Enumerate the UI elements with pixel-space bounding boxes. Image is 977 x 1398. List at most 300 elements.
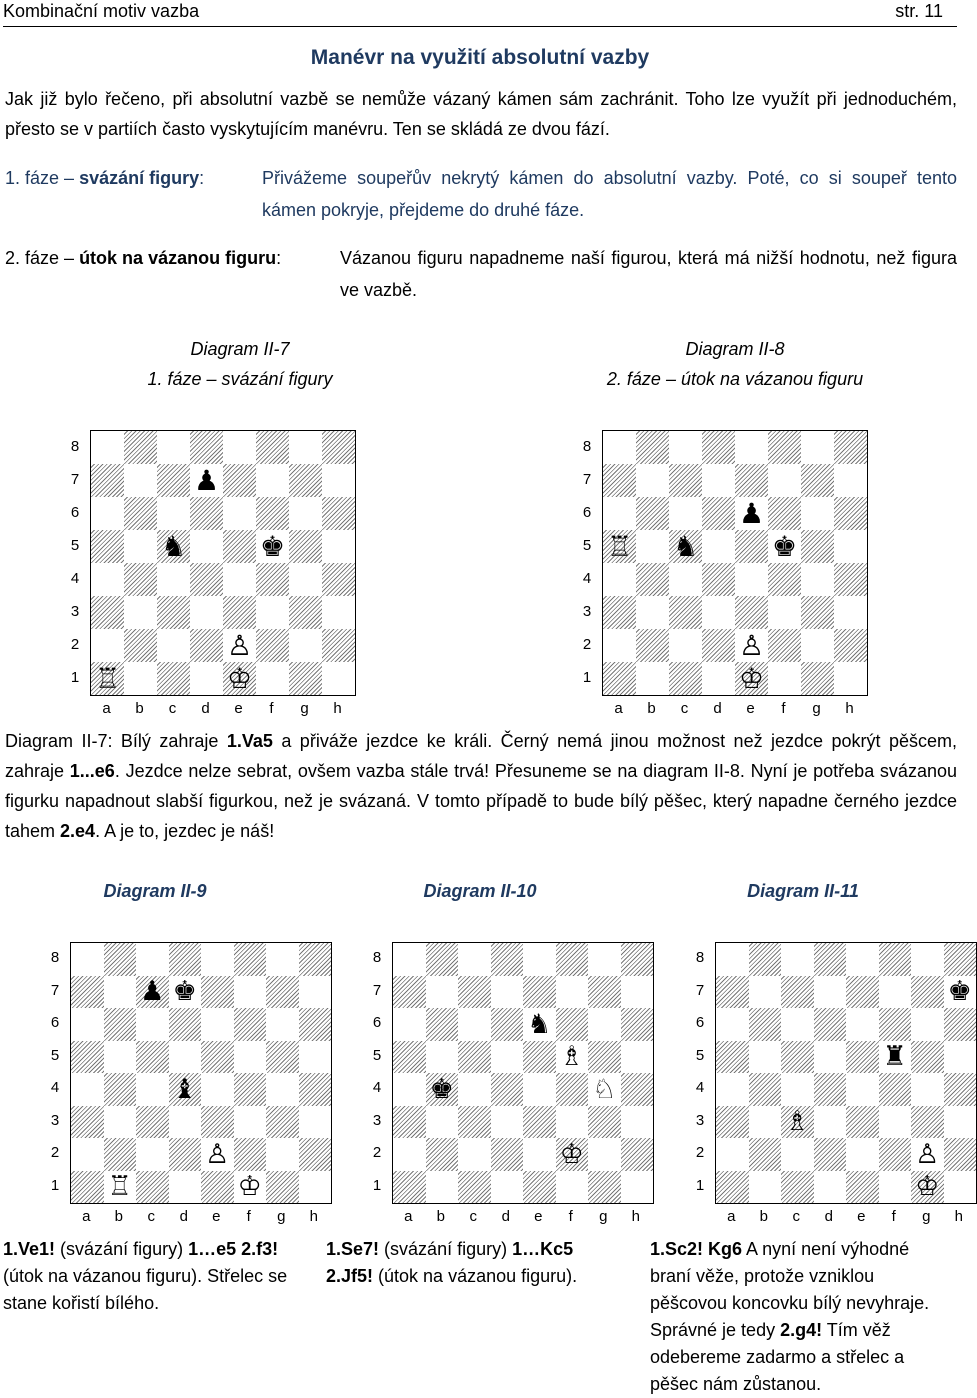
square-h1 [621, 1171, 654, 1204]
black-knight-icon: ♞ [527, 1008, 552, 1040]
square-f1 [256, 662, 289, 695]
square-c7 [458, 976, 491, 1009]
square-c3 [458, 1106, 491, 1139]
square-g2 [588, 1138, 621, 1171]
black-knight-icon: ♞ [672, 529, 699, 563]
square-d3 [814, 1106, 847, 1139]
square-g5 [289, 530, 322, 563]
square-g5 [266, 1041, 299, 1074]
square-e4 [201, 1073, 234, 1106]
file-label: d [824, 1208, 833, 1225]
square-e2 [201, 1138, 234, 1171]
white-king-icon: ♔ [915, 1171, 940, 1203]
square-c3 [781, 1106, 814, 1139]
square-e7 [523, 976, 556, 1009]
rank-label: 8 [582, 437, 592, 455]
square-f2 [256, 629, 289, 662]
square-c5 [458, 1041, 491, 1074]
file-label: g [922, 1208, 931, 1225]
square-g6 [266, 1008, 299, 1041]
square-f6 [768, 497, 801, 530]
file-label: c [147, 1208, 155, 1225]
phase2-text: Vázanou figuru napadneme naší figurou, která má nižší hodnotu, než figura ve vazbě. [340, 248, 957, 300]
square-a5 [71, 1041, 104, 1074]
square-d1 [169, 1171, 202, 1204]
square-h2 [322, 629, 355, 662]
file-label: a [102, 700, 111, 717]
square-h3 [944, 1106, 977, 1139]
square-e7 [201, 976, 234, 1009]
intro-paragraph: Jak již bylo řečeno, při absolutní vazbě se nemůže vázaný kámen sám zachránit. Toho lze využít při jednoduchém, přesto se v partiích často vyskytujícím manévru. Ten se skládá ze dvou fází. [5, 89, 957, 139]
square-c6 [781, 1008, 814, 1041]
square-b6 [426, 1008, 459, 1041]
square-a7 [91, 464, 124, 497]
square-f2 [556, 1138, 589, 1171]
square-d5 [702, 530, 735, 563]
rank-label: 5 [372, 1046, 382, 1064]
square-a1 [393, 1171, 426, 1204]
square-a4 [716, 1073, 749, 1106]
square-c8 [781, 943, 814, 976]
rank-label: 2 [372, 1144, 382, 1162]
square-d8 [814, 943, 847, 976]
square-f7 [768, 464, 801, 497]
square-f6 [556, 1008, 589, 1041]
square-g2 [289, 629, 322, 662]
black-knight-icon: ♞ [160, 529, 187, 563]
page-header [3, 0, 957, 27]
square-e5 [201, 1041, 234, 1074]
white-king-icon: ♔ [237, 1171, 262, 1203]
square-h4 [621, 1073, 654, 1106]
square-e1 [223, 662, 256, 695]
square-g4 [801, 563, 834, 596]
file-label: h [309, 1208, 318, 1225]
square-g3 [588, 1106, 621, 1139]
square-h1 [299, 1171, 332, 1204]
square-f2 [879, 1138, 912, 1171]
rank-label: 6 [50, 1014, 60, 1032]
square-f4 [879, 1073, 912, 1106]
file-label: a [404, 1208, 413, 1225]
diagram-caption-11: Diagram II-11 [747, 881, 859, 901]
rank-label: 8 [70, 437, 80, 455]
note-diagram-10: 1.Se7! (svázání figury) 1…Kc5 2.Jf5! (útok na vázanou figuru). [326, 1239, 578, 1286]
file-label: e [234, 700, 243, 717]
square-f7 [234, 976, 267, 1009]
square-h6 [299, 1008, 332, 1041]
file-label: c [792, 1208, 800, 1225]
square-e2 [735, 629, 768, 662]
square-d6 [190, 497, 223, 530]
square-e1 [523, 1171, 556, 1204]
square-b5 [426, 1041, 459, 1074]
square-e6 [735, 497, 768, 530]
square-f8 [256, 431, 289, 464]
chess-board-diagram-11 [685, 942, 975, 1232]
square-g5 [588, 1041, 621, 1074]
rank-label: 7 [582, 470, 592, 488]
square-g7 [588, 976, 621, 1009]
square-h6 [621, 1008, 654, 1041]
square-h4 [299, 1073, 332, 1106]
square-h8 [621, 943, 654, 976]
black-king-icon: ♚ [429, 1073, 454, 1105]
square-b4 [749, 1073, 782, 1106]
diagram-caption-8: Diagram II-8 2. fáze – útok na vázanou figuru [606, 339, 864, 389]
square-a7 [603, 464, 636, 497]
square-d4 [814, 1073, 847, 1106]
black-pawn-icon: ♟ [738, 496, 765, 530]
square-e5 [223, 530, 256, 563]
square-c4 [157, 563, 190, 596]
square-c6 [157, 497, 190, 530]
diagram-caption-9: Diagram II-9 [103, 881, 207, 901]
square-f3 [879, 1106, 912, 1139]
square-a2 [91, 629, 124, 662]
white-knight-icon: ♘ [592, 1073, 617, 1105]
square-f1 [556, 1171, 589, 1204]
note-diagram-9: 1.Ve1! (svázání figury) 1…e5 2.f3! (útok na vázanou figuru). Střelec se stane kořistí bílého. [3, 1239, 288, 1313]
square-e8 [846, 943, 879, 976]
square-g3 [289, 596, 322, 629]
square-a8 [71, 943, 104, 976]
square-f8 [879, 943, 912, 976]
rank-label: 8 [695, 949, 705, 967]
square-b1 [426, 1171, 459, 1204]
square-a6 [91, 497, 124, 530]
file-label: g [300, 700, 309, 717]
square-e5 [523, 1041, 556, 1074]
board-grid [392, 942, 654, 1204]
rank-label: 8 [372, 949, 382, 967]
square-f8 [556, 943, 589, 976]
white-pawn-icon: ♙ [205, 1138, 230, 1170]
square-f4 [234, 1073, 267, 1106]
square-b5 [124, 530, 157, 563]
square-a8 [716, 943, 749, 976]
section-title: Manévr na využití absolutní vazby [310, 46, 650, 69]
square-e7 [735, 464, 768, 497]
square-a5 [393, 1041, 426, 1074]
square-d1 [702, 662, 735, 695]
square-g6 [289, 497, 322, 530]
square-c7 [669, 464, 702, 497]
square-d2 [814, 1138, 847, 1171]
square-d7 [491, 976, 524, 1009]
page-number: str. 11 [895, 1, 943, 21]
square-g1 [289, 662, 322, 695]
square-h3 [834, 596, 867, 629]
white-bishop-icon: ♗ [785, 1106, 810, 1138]
square-d8 [169, 943, 202, 976]
square-a5 [91, 530, 124, 563]
square-g7 [801, 464, 834, 497]
rank-label: 1 [70, 668, 80, 686]
rank-label: 1 [372, 1176, 382, 1194]
rank-label: 3 [372, 1111, 382, 1129]
square-b6 [104, 1008, 137, 1041]
square-h6 [322, 497, 355, 530]
square-f6 [256, 497, 289, 530]
square-g7 [289, 464, 322, 497]
square-g4 [266, 1073, 299, 1106]
square-h1 [944, 1171, 977, 1204]
square-h2 [834, 629, 867, 662]
square-h5 [834, 530, 867, 563]
square-a3 [716, 1106, 749, 1139]
square-h8 [299, 943, 332, 976]
square-h7 [322, 464, 355, 497]
rank-label: 4 [695, 1079, 705, 1097]
square-g2 [911, 1138, 944, 1171]
square-c7 [157, 464, 190, 497]
square-b2 [636, 629, 669, 662]
square-g3 [801, 596, 834, 629]
square-f3 [556, 1106, 589, 1139]
square-g6 [911, 1008, 944, 1041]
square-c1 [136, 1171, 169, 1204]
square-a2 [716, 1138, 749, 1171]
file-label: f [568, 1208, 573, 1225]
black-king-icon: ♚ [771, 529, 798, 563]
board-grid [715, 942, 977, 1204]
chess-board-diagram-9 [40, 942, 330, 1232]
square-e3 [223, 596, 256, 629]
square-b2 [426, 1138, 459, 1171]
square-h2 [621, 1138, 654, 1171]
square-g4 [289, 563, 322, 596]
black-king-icon: ♚ [947, 976, 972, 1008]
file-label: b [647, 700, 656, 717]
square-e3 [523, 1106, 556, 1139]
white-pawn-icon: ♙ [738, 628, 765, 662]
square-a1 [603, 662, 636, 695]
square-f7 [556, 976, 589, 1009]
square-f1 [234, 1171, 267, 1204]
rank-label: 1 [50, 1176, 60, 1194]
black-pawn-icon: ♟ [140, 976, 165, 1008]
rank-label: 7 [372, 981, 382, 999]
file-label: b [114, 1208, 123, 1225]
square-b3 [124, 596, 157, 629]
black-bishop-icon: ♝ [172, 1073, 197, 1105]
square-a8 [91, 431, 124, 464]
square-g8 [266, 943, 299, 976]
file-label: f [781, 700, 786, 717]
square-b4 [426, 1073, 459, 1106]
square-a3 [603, 596, 636, 629]
square-a7 [71, 976, 104, 1009]
rank-label: 6 [372, 1014, 382, 1032]
white-king-icon: ♔ [226, 661, 253, 695]
square-a7 [393, 976, 426, 1009]
file-label: a [82, 1208, 91, 1225]
phase1-text: Přivážeme soupeřův nekrytý kámen do absolutní vazby. Poté, co si soupeř tento kámen pokryje, přejdeme do druhé fáze. [262, 168, 957, 220]
white-pawn-icon: ♙ [915, 1138, 940, 1170]
square-d6 [169, 1008, 202, 1041]
square-a6 [603, 497, 636, 530]
board-grid [602, 430, 868, 696]
square-c6 [458, 1008, 491, 1041]
rank-label: 7 [50, 981, 60, 999]
white-rook-icon: ♖ [107, 1171, 132, 1203]
square-e4 [846, 1073, 879, 1106]
square-b7 [636, 464, 669, 497]
square-f1 [879, 1171, 912, 1204]
square-a2 [393, 1138, 426, 1171]
square-h5 [299, 1041, 332, 1074]
square-e2 [523, 1138, 556, 1171]
explanation-paragraph: Diagram II-7: Bílý zahraje 1.Va5 a přiváže jezdce ke králi. Černý nemá jinou možnost než jezdce pokrýt pěšcem, zahraje 1...e6. Jezdce nelze sebrat, ovšem vazba stále trvá! Přesuneme se na diagram II-8. Nyní je potřeba svázanou figurku napadnout slabší figurkou, než je svázaná. V tomto případě to bude bílý pěšec, který napadne černého jezdce tahem 2.e4. A je to, jezdec je náš! [5, 731, 957, 841]
file-label: b [436, 1208, 445, 1225]
file-label: f [246, 1208, 251, 1225]
square-f3 [234, 1106, 267, 1139]
black-rook-icon: ♜ [882, 1041, 907, 1073]
square-g7 [266, 976, 299, 1009]
square-a4 [393, 1073, 426, 1106]
square-f6 [234, 1008, 267, 1041]
square-b7 [104, 976, 137, 1009]
rank-label: 3 [695, 1111, 705, 1129]
square-e6 [223, 497, 256, 530]
square-a3 [91, 596, 124, 629]
square-b4 [124, 563, 157, 596]
square-f4 [768, 563, 801, 596]
square-g1 [801, 662, 834, 695]
rank-label: 2 [50, 1144, 60, 1162]
square-d8 [190, 431, 223, 464]
file-label: g [812, 700, 821, 717]
square-f5 [234, 1041, 267, 1074]
square-a2 [603, 629, 636, 662]
square-h3 [621, 1106, 654, 1139]
square-g8 [801, 431, 834, 464]
square-h2 [299, 1138, 332, 1171]
square-a3 [393, 1106, 426, 1139]
square-a5 [716, 1041, 749, 1074]
square-d5 [190, 530, 223, 563]
square-f4 [256, 563, 289, 596]
square-a5 [603, 530, 636, 563]
square-a8 [393, 943, 426, 976]
rank-label: 4 [372, 1079, 382, 1097]
square-b5 [749, 1041, 782, 1074]
square-f8 [768, 431, 801, 464]
black-king-icon: ♚ [259, 529, 286, 563]
square-d2 [702, 629, 735, 662]
rank-label: 4 [582, 569, 592, 587]
square-d2 [491, 1138, 524, 1171]
square-b6 [749, 1008, 782, 1041]
square-b4 [104, 1073, 137, 1106]
square-a6 [716, 1008, 749, 1041]
square-e3 [846, 1106, 879, 1139]
phase2-label: 2. fáze – útok na vázanou figuru: [5, 248, 282, 268]
square-g2 [801, 629, 834, 662]
square-c2 [458, 1138, 491, 1171]
square-h5 [621, 1041, 654, 1074]
square-c8 [157, 431, 190, 464]
rank-label: 4 [70, 569, 80, 587]
square-g8 [289, 431, 322, 464]
rank-label: 7 [70, 470, 80, 488]
white-rook-icon: ♖ [94, 661, 121, 695]
square-b5 [636, 530, 669, 563]
square-e1 [201, 1171, 234, 1204]
square-c5 [669, 530, 702, 563]
square-g5 [801, 530, 834, 563]
rank-label: 6 [582, 503, 592, 521]
square-c7 [781, 976, 814, 1009]
square-f2 [234, 1138, 267, 1171]
rank-label: 1 [582, 668, 592, 686]
square-g1 [266, 1171, 299, 1204]
square-b1 [749, 1171, 782, 1204]
square-h4 [834, 563, 867, 596]
square-b7 [426, 976, 459, 1009]
square-d2 [190, 629, 223, 662]
white-rook-icon: ♖ [606, 529, 633, 563]
note-diagram-11: 1.Sc2! Kg6 A nyní není výhodné braní věže, protože vzniklou pěšcovou koncovku bílý nevyhraje. Správné je tedy 2.g4! Tím věž odebereme zadarmo a střelec a pěšec nám zůstanou. [650, 1239, 930, 1394]
square-e3 [201, 1106, 234, 1139]
square-g5 [911, 1041, 944, 1074]
square-f7 [256, 464, 289, 497]
square-e7 [846, 976, 879, 1009]
square-f5 [556, 1041, 589, 1074]
rank-label: 3 [582, 602, 592, 620]
rank-label: 5 [582, 536, 592, 554]
square-g6 [588, 1008, 621, 1041]
diagram-caption-10: Diagram II-10 [423, 881, 537, 901]
file-label: d [201, 700, 210, 717]
square-c7 [136, 976, 169, 1009]
square-c4 [669, 563, 702, 596]
square-a1 [71, 1171, 104, 1204]
square-e5 [735, 530, 768, 563]
square-g8 [911, 943, 944, 976]
square-f7 [879, 976, 912, 1009]
file-label: f [269, 700, 274, 717]
square-c3 [136, 1106, 169, 1139]
square-c6 [136, 1008, 169, 1041]
square-g6 [801, 497, 834, 530]
square-d7 [169, 976, 202, 1009]
square-g7 [911, 976, 944, 1009]
file-label: d [713, 700, 722, 717]
black-king-icon: ♚ [172, 976, 197, 1008]
square-c2 [669, 629, 702, 662]
square-d2 [169, 1138, 202, 1171]
square-h7 [944, 976, 977, 1009]
square-f1 [768, 662, 801, 695]
square-e2 [223, 629, 256, 662]
square-c8 [136, 943, 169, 976]
rank-label: 3 [70, 602, 80, 620]
square-c6 [669, 497, 702, 530]
file-label: g [599, 1208, 608, 1225]
square-b2 [124, 629, 157, 662]
square-h1 [322, 662, 355, 695]
square-e4 [223, 563, 256, 596]
file-label: e [212, 1208, 221, 1225]
square-f4 [556, 1073, 589, 1106]
file-label: c [680, 700, 689, 717]
square-c4 [136, 1073, 169, 1106]
file-label: h [954, 1208, 963, 1225]
file-label: f [891, 1208, 896, 1225]
square-h8 [944, 943, 977, 976]
